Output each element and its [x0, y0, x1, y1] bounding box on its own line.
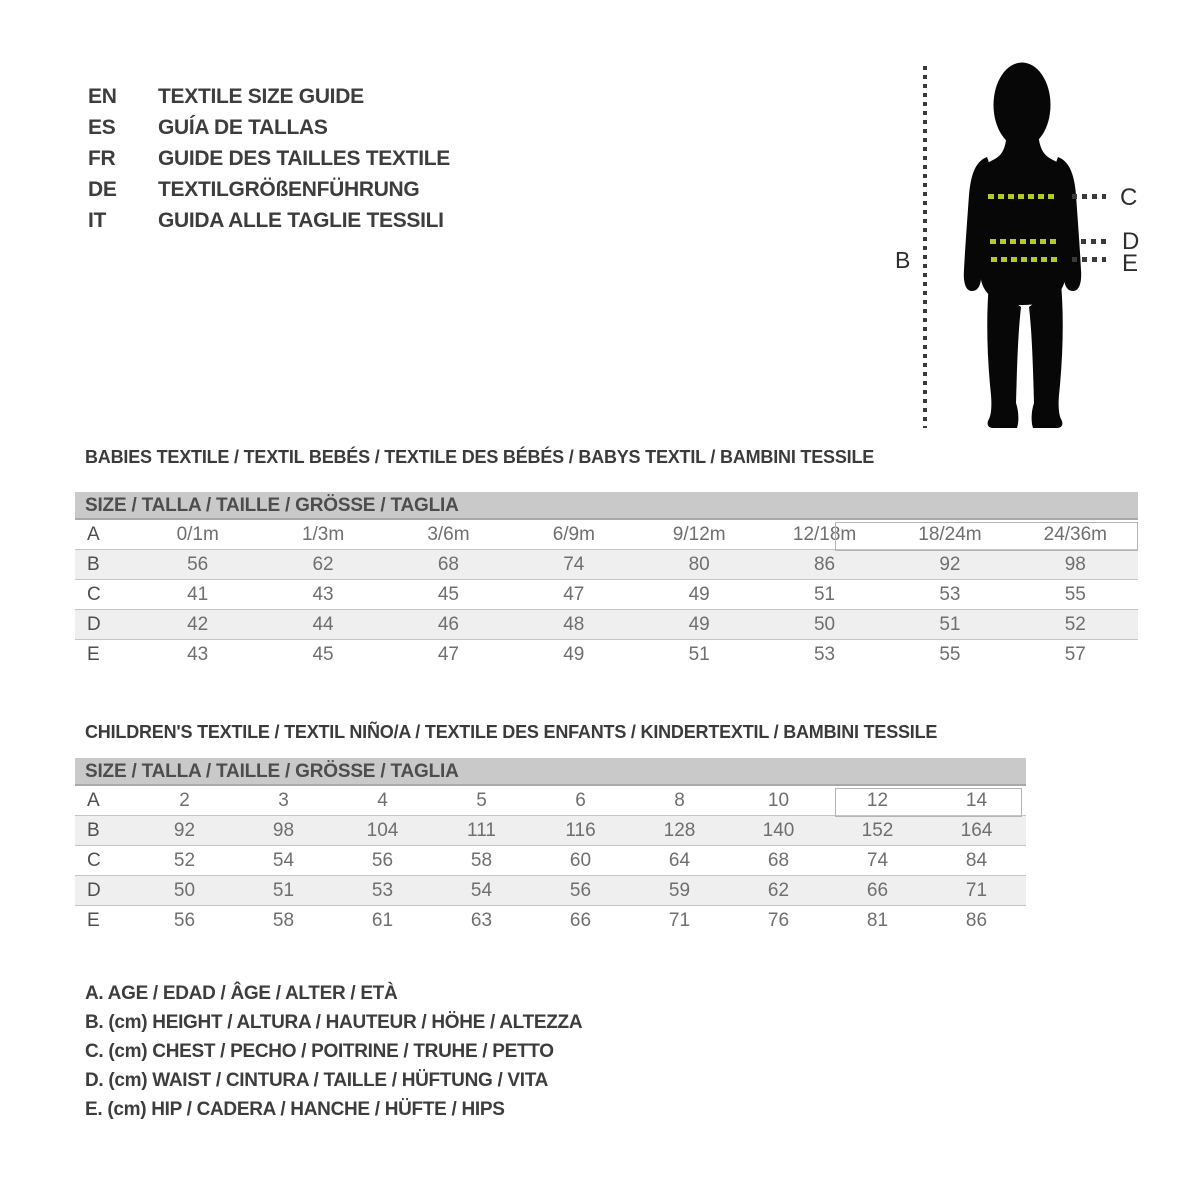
language-code: DE — [88, 178, 117, 201]
language-code: IT — [88, 209, 107, 232]
language-row — [88, 174, 450, 205]
size-value-cell: 80 — [637, 550, 762, 580]
size-value-cell: 60 — [569, 849, 592, 871]
babies-section-title: BABIES TEXTILE / TEXTIL BEBÉS / TEXTILE DES BÉBÉS / BABYS TEXTIL / BAMBINI TESSILE — [85, 447, 875, 467]
size-value-cell: 49 — [637, 610, 762, 640]
child-silhouette-graphic — [945, 55, 1105, 440]
size-value-cell: 3/6m — [427, 523, 470, 545]
size-value-cell: 53 — [939, 583, 961, 605]
legend-line: E. (cm) HIP / CADERA / HANCHE / HÜFTE / HIPS — [85, 1099, 505, 1120]
size-value-cell: 18/24m — [918, 523, 982, 545]
size-value-cell: 140 — [729, 816, 828, 846]
size-value-cell: 164 — [927, 816, 1026, 846]
size-row-label: C — [87, 583, 101, 605]
size-value-cell: 55 — [1064, 583, 1086, 605]
legend-line: A. AGE / EDAD / ÂGE / ALTER / ETÀ — [85, 983, 398, 1004]
size-value-cell: 53 — [813, 643, 836, 665]
chest-label: C — [1120, 184, 1138, 211]
size-value-cell: 59 — [630, 876, 729, 906]
size-value-cell: 2 — [179, 789, 190, 811]
language-label: TEXTILGRÖßENFÜHRUNG — [158, 178, 420, 201]
size-value-cell: 50 — [762, 610, 887, 640]
language-row — [88, 143, 450, 174]
language-list — [88, 81, 450, 236]
size-value-cell: 62 — [260, 550, 385, 580]
size-value-cell: 68 — [767, 849, 790, 871]
size-value-cell: 98 — [234, 816, 333, 846]
size-value-cell: 58 — [272, 909, 295, 931]
table-row — [75, 640, 1138, 670]
size-value-cell: 56 — [531, 876, 630, 906]
babies-table-grid — [75, 520, 1138, 669]
chest-pointer-line — [1072, 194, 1106, 199]
size-value-cell: 6 — [575, 789, 586, 811]
table-row — [75, 520, 1138, 550]
legend-line: C. (cm) CHEST / PECHO / POITRINE / TRUHE / PETTO — [85, 1041, 554, 1062]
size-value-cell: 43 — [187, 643, 209, 665]
waist-pointer-line — [1081, 239, 1107, 244]
size-value-cell: 45 — [312, 643, 334, 665]
size-value-cell: 56 — [371, 849, 394, 871]
language-code: FR — [88, 147, 116, 170]
size-value-cell: 58 — [470, 849, 493, 871]
table-row — [75, 786, 1026, 816]
waist-label: D — [1122, 228, 1140, 255]
size-value-cell: 66 — [569, 909, 592, 931]
size-value-cell: 5 — [476, 789, 487, 811]
size-value-cell: 24/36m — [1043, 523, 1107, 545]
language-label: TEXTILE SIZE GUIDE — [158, 85, 364, 108]
language-row — [88, 112, 450, 143]
size-value-cell: 61 — [371, 909, 394, 931]
size-value-cell: 92 — [887, 550, 1012, 580]
size-value-cell: 64 — [668, 849, 691, 871]
size-value-cell: 68 — [386, 550, 511, 580]
size-value-cell: 44 — [260, 610, 385, 640]
size-value-cell: 52 — [173, 849, 196, 871]
size-value-cell: 47 — [437, 643, 459, 665]
size-value-cell: 51 — [234, 876, 333, 906]
size-row-label: D — [75, 610, 135, 640]
size-value-cell: 14 — [965, 789, 988, 811]
size-value-cell: 1/3m — [301, 523, 345, 545]
size-row-label: C — [87, 849, 101, 871]
table-row — [75, 906, 1026, 936]
table-row-shaded — [75, 610, 1138, 640]
size-value-cell: 4 — [377, 789, 388, 811]
size-value-cell: 54 — [272, 849, 295, 871]
size-value-cell: 111 — [432, 816, 531, 846]
table-row — [75, 846, 1026, 876]
size-value-cell: 51 — [813, 583, 836, 605]
size-value-cell: 55 — [939, 643, 961, 665]
size-value-cell: 57 — [1064, 643, 1086, 665]
size-value-cell: 49 — [563, 643, 585, 665]
legend-line: B. (cm) HEIGHT / ALTURA / HAUTEUR / HÖHE / ALTEZZA — [85, 1012, 583, 1033]
size-value-cell: 49 — [688, 583, 710, 605]
language-label: GUIDA ALLE TAGLIE TESSILI — [158, 209, 444, 232]
size-value-cell: 6/9m — [552, 523, 595, 545]
babies-size-table — [75, 492, 1138, 669]
size-value-cell: 104 — [333, 816, 432, 846]
size-value-cell: 41 — [187, 583, 209, 605]
size-value-cell: 128 — [630, 816, 729, 846]
size-value-cell: 52 — [1013, 610, 1138, 640]
size-value-cell: 46 — [386, 610, 511, 640]
size-value-cell: 84 — [965, 849, 988, 871]
size-value-cell: 71 — [927, 876, 1026, 906]
size-value-cell: 81 — [866, 909, 889, 931]
size-value-cell: 71 — [668, 909, 691, 931]
size-value-cell: 9/12m — [672, 523, 726, 545]
size-value-cell: 50 — [135, 876, 234, 906]
size-value-cell: 86 — [965, 909, 988, 931]
size-value-cell: 116 — [531, 816, 630, 846]
size-value-cell: 42 — [135, 610, 260, 640]
language-label: GUIDE DES TAILLES TEXTILE — [158, 147, 450, 170]
size-value-cell: 54 — [432, 876, 531, 906]
table-row — [75, 580, 1138, 610]
size-value-cell: 48 — [511, 610, 636, 640]
size-value-cell: 43 — [312, 583, 334, 605]
size-value-cell: 63 — [470, 909, 493, 931]
children-size-table — [75, 758, 1026, 935]
size-value-cell: 12/18m — [792, 523, 857, 545]
language-label: GUÍA DE TALLAS — [158, 116, 328, 139]
language-row — [88, 205, 450, 236]
size-value-cell: 74 — [866, 849, 889, 871]
size-value-cell: 8 — [674, 789, 685, 811]
size-value-cell: 56 — [135, 550, 260, 580]
size-row-label: A — [87, 523, 100, 545]
children-section-title: CHILDREN'S TEXTILE / TEXTIL NIÑO/A / TEXTILE DES ENFANTS / KINDERTEXTIL / BAMBINI TESSILE — [85, 722, 938, 742]
size-value-cell: 62 — [729, 876, 828, 906]
table-row-shaded — [75, 550, 1138, 580]
size-row-label: B — [75, 550, 135, 580]
size-value-cell: 74 — [511, 550, 636, 580]
size-value-cell: 152 — [828, 816, 927, 846]
size-row-label: D — [75, 876, 135, 906]
size-value-cell: 51 — [688, 643, 710, 665]
chest-measure-line — [988, 194, 1056, 199]
size-value-cell: 98 — [1013, 550, 1138, 580]
hip-pointer-line — [1072, 257, 1106, 262]
size-row-label: A — [87, 789, 100, 811]
size-value-cell: 56 — [173, 909, 196, 931]
size-value-cell: 92 — [135, 816, 234, 846]
table-row-shaded — [75, 816, 1026, 846]
size-value-cell: 47 — [563, 583, 585, 605]
height-measure-line — [923, 66, 927, 428]
table-row-shaded — [75, 876, 1026, 906]
hip-measure-line — [991, 257, 1061, 262]
size-value-cell: 76 — [767, 909, 790, 931]
size-value-cell: 0/1m — [176, 523, 219, 545]
size-value-cell: 51 — [887, 610, 1012, 640]
size-row-label: E — [87, 643, 100, 665]
waist-measure-line — [990, 239, 1056, 244]
language-row — [88, 81, 450, 112]
legend-line: D. (cm) WAIST / CINTURA / TAILLE / HÜFTUNG / VITA — [85, 1070, 549, 1091]
size-value-cell: 45 — [437, 583, 459, 605]
size-value-cell: 10 — [767, 789, 790, 811]
measurement-legend — [85, 979, 582, 1124]
size-value-cell: 3 — [278, 789, 289, 811]
size-row-label: B — [75, 816, 135, 846]
size-value-cell: 66 — [828, 876, 927, 906]
size-value-cell: 86 — [762, 550, 887, 580]
size-row-label: E — [87, 909, 100, 931]
height-label: B — [895, 247, 911, 273]
babies-size-header-band: SIZE / TALLA / TAILLE / GRÖSSE / TAGLIA — [75, 492, 1138, 520]
children-size-header-band: SIZE / TALLA / TAILLE / GRÖSSE / TAGLIA — [75, 758, 1026, 786]
children-table-grid — [75, 786, 1026, 935]
language-code: ES — [88, 116, 116, 139]
size-value-cell: 53 — [333, 876, 432, 906]
size-value-cell: 12 — [866, 789, 889, 811]
language-code: EN — [88, 85, 117, 108]
hip-label: E — [1122, 250, 1139, 277]
